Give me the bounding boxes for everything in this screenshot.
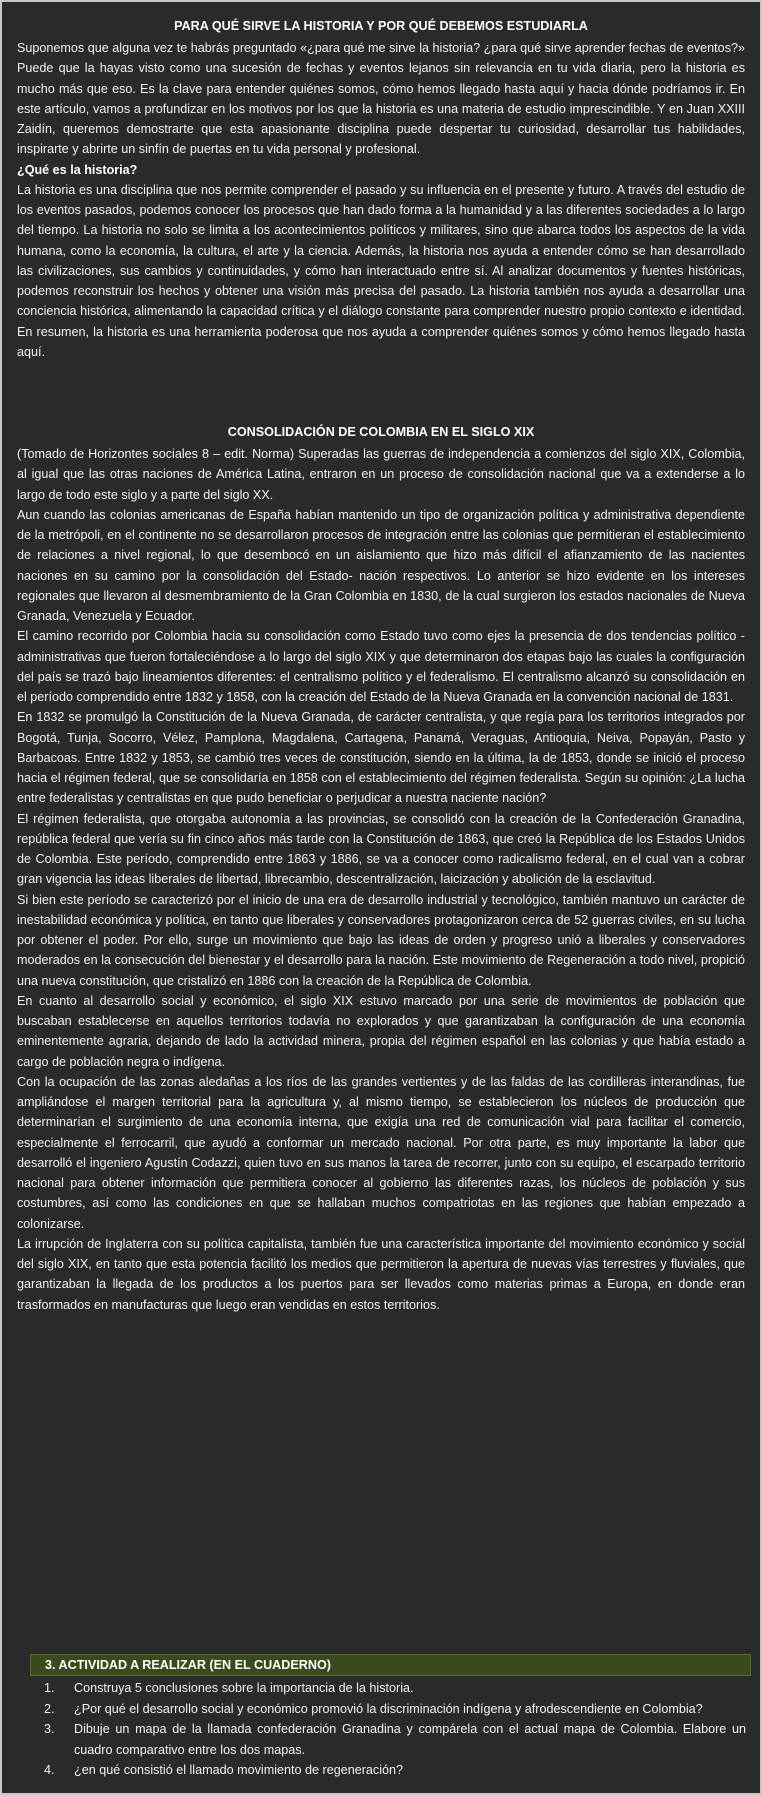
consolidacion-paragraph: En 1832 se promulgó la Constitución de la Nueva Granada, de carácter centralista, y que regía para los territorios integrados por Bogotá, Tunja, Socorro, Vélez, Pamplona, Magdalena, Cartagena, Panamá, Veraguas, Antioquia, Neiva, Popayán, Pasto y Barbacoas. Entre 1832 y 1853, se cambió tres veces de constitución, siendo en la última, la de 1853, donde se inició el proceso hacia el régimen federal, que se consolidaría en 1858 con el establecimiento del régimen federalista. Según su opinión: ¿La lucha entre federalistas y centralistas en que pudo beneficiar o perjudicar a nuestra naciente nación? [17,710,745,806]
consolidacion-paragraph: El camino recorrido por Colombia hacia su consolidación como Estado tuvo como ejes la presencia de dos tendencias político - administrativas que fueron fortaleciéndose a lo largo del siglo XIX y que determinaron dos etapas bajo las cuales la configuración del país se trazó bajo lineamientos diferentes: el centralismo político y el federalismo. El centralismo alcanzó su consolidación en el período comprendido entre 1832 y 1858, con la creación del Estado de la Nueva Granada en la convención nacional de 1831. [17,629,745,704]
consolidacion-paragraph: Con la ocupación de las zonas aledañas a los ríos de las grandes vertientes y de las faldas de las cordilleras interandinas, fue ampliándose el margen territorial para la agricultura y, al mismo tiempo, se establecieron los núcleos de producción que determinarían el surgimiento de una economía interna, que exigía una red de comunicación vial para facilitar el comercio, especialmente el ferrocarril, que ayudó a conformar un mercado nacional. Por otra parte, es muy importante la labor que desarrolló el ingeniero Agustín Codazzi, quien tuvo en sus manos la tarea de recorrer, junto con su equipo, el escarpado territorio nacional para obtener información que permitiera conocer al gobierno las diferentes razas, los núcleos de población y sus costumbres, así como las condiciones en que se hallaban muchos compatriotas en las regiones que habían empezado a colonizarse. [17,1074,745,1231]
consolidacion-paragraph: (Tomado de Horizontes sociales 8 – edit. Norma) Superadas las guerras de independencia a comienzos del siglo XIX, Colombia, al igual que las otras naciones de América Latina, entraron en un proceso de consolidación nacional que va a extenderse a lo largo de todo este siglo y a parte del siglo XX. [17,447,745,502]
activity-item-text: ¿en qué consistió el llamado movimiento de regeneración? [74,1763,404,1778]
activity-item-text: Dibuje un mapa de la llamada confederación Granadina y compárela con el actual mapa de Colombia. Elabore un cuadro comparativo entre los dos mapas. [74,1722,746,1757]
consolidacion-paragraph: El régimen federalista, que otorgaba autonomía a las provincias, se consolidó con la creación de la Confederación Granadina, república federal que vería su fin cinco años más tarde con la Constitución de 1863, que creó la República de los Estados Unidos de Colombia. Este período, comprendido entre 1863 y 1886, se va a conocer como radicalismo federal, en el cual van a cobrar gran vigencia las ideas liberales de libertad, librecambio, descentralización, laicización y abolición de la esclavitud. [17,811,745,887]
section-title-consolidacion: CONSOLIDACIÓN DE COLOMBIA EN EL SIGLO XIX [227,425,535,439]
section-spacer [17,362,745,420]
activity-item [30,1699,746,1720]
activity-item [30,1719,746,1760]
activity-item-number: 3. [44,1722,55,1737]
activity-item-text: ¿Por qué el desarrollo social y económico promovió la discriminación indígena y afrodescendiente en Colombia? [74,1701,703,1716]
section-title-historia: PARA QUÉ SIRVE LA HISTORIA Y POR QUÉ DEBEMOS ESTUDIARLA [174,19,588,33]
activity-item-number: 2. [44,1701,55,1716]
activity-item-number: 4. [44,1763,55,1778]
intro-paragraph: Suponemos que alguna vez te habrás preguntado «¿para qué me sirve la historia? ¿para qué sirve aprender fechas de eventos?» Puede que la hayas visto como una sucesión de fechas y eventos lejanos sin relevancia en tu vida diaria, pero la historia es mucho más que eso. Es la clave para entender quiénes somos, cómo hemos llegado hasta aquí y hacia dónde podríamos ir. En este artículo, vamos a profundizar en los motivos por los que la historia es una materia de estudio imprescindible. Y en Juan XXIII Zaidín, queremos demostrarte que esta apasionante disciplina puede despertar tu curiosidad, desarrollar tus habilidades, inspirarte y abrirte un sinfín de puertas en tu vida personal y profesional. [17,41,745,157]
activity-list [30,1678,746,1781]
consolidacion-paragraph: Si bien este período se caracterizó por el inicio de una era de desarrollo industrial y tecnológico, también mantuvo un carácter de inestabilidad económica y política, en tanto que liberales y conservadores protagonizaron cerca de 52 guerras civiles, en su lucha por obtener el poder. Por ello, surge un movimiento que bajo las ideas de orden y progreso unió a liberales y conservadores moderados en la consecución del bienestar y el desarrollo para la nación. Este movimiento de Regeneración a todo nivel, propició una nueva constitución, que cristalizó en 1886 con la creación de la República de Colombia. [17,892,745,988]
activity-item [30,1678,746,1699]
subheading-que-es-la-historia: ¿Qué es la historia? [17,162,138,177]
activity-item [30,1760,746,1781]
activity-heading: 3. ACTIVIDAD A REALIZAR (EN EL CUADERNO) [30,1654,751,1676]
activity-item-number: 1. [44,1681,55,1695]
consolidacion-paragraph: La irrupción de Inglaterra con su política capitalista, también fue una característica importante del movimiento económico y social del siglo XIX, en tanto que esta potencia facilitó los medios que permitieron la apertura de nuevas vías terrestres y fluviales, que garantizaban la llegada de los productos a los puertos para ser llevados como materias primas a Europa, en donde eran trasformados en manufacturas que luego eran vendidas en estos territorios. [17,1236,745,1312]
consolidacion-paragraph: Aun cuando las colonias americanas de España habían mantenido un tipo de organización política y administrativa dependiente de la metrópoli, en el continente no se desarrollaron procesos de integración entre las colonias que permitieran el establecimiento de relaciones a nivel regional, lo que desembocó en un aislamiento que hizo más difícil el afianzamiento de las nacientes naciones en su camino por la consolidación del Estado- nación respectivos. Lo anterior se hizo evidente en los intereses regionales que llevaron al desmembramiento de la Gran Colombia en 1830, de la cual surgieron los estados nacionales de Nueva Granada, Venezuela y Ecuador. [17,507,745,623]
consolidacion-paragraph: En cuanto al desarrollo social y económico, el siglo XIX estuvo marcado por una serie de movimientos de población que buscaban establecerse en aquellos territorios todavía no explorados y que garantizaban la configuración de una economía eminentemente agraria, dejando de lado la actividad minera, propia del régimen español en las colonias y que había estado a cargo de población negra o indígena. [17,993,745,1069]
activity-item-text: Construya 5 conclusiones sobre la importancia de la historia. [74,1681,414,1695]
historia-definition-paragraph: La historia es una disciplina que nos permite comprender el pasado y su influencia en el presente y futuro. A través del estudio de los eventos pasados, podemos conocer los procesos que han dado forma a la humanidad y a las diferentes sociedades a lo largo del tiempo. La historia no solo se limita a los acontecimientos políticos y militares, sino que abarca todos los aspectos de la vida humana, como la economía, la cultura, el arte y la ciencia. Además, la historia nos ayuda a entender cómo se han desarrollado las civilizaciones, sus cambios y continuidades, y cómo han interactuado entre sí. Al analizar documentos y fuentes históricas, podemos reconstruir los hechos y obtener una visión más precisa del pasado. La historia también nos ayuda a desarrollar una conciencia histórica, alimentando la capacidad crítica y el diálogo constante para comprender nuestro propio contexto e identidad. En resumen, la historia es una herramienta poderosa que nos ayuda a comprender quiénes somos y cómo hemos llegado hasta aquí. [17,182,745,359]
